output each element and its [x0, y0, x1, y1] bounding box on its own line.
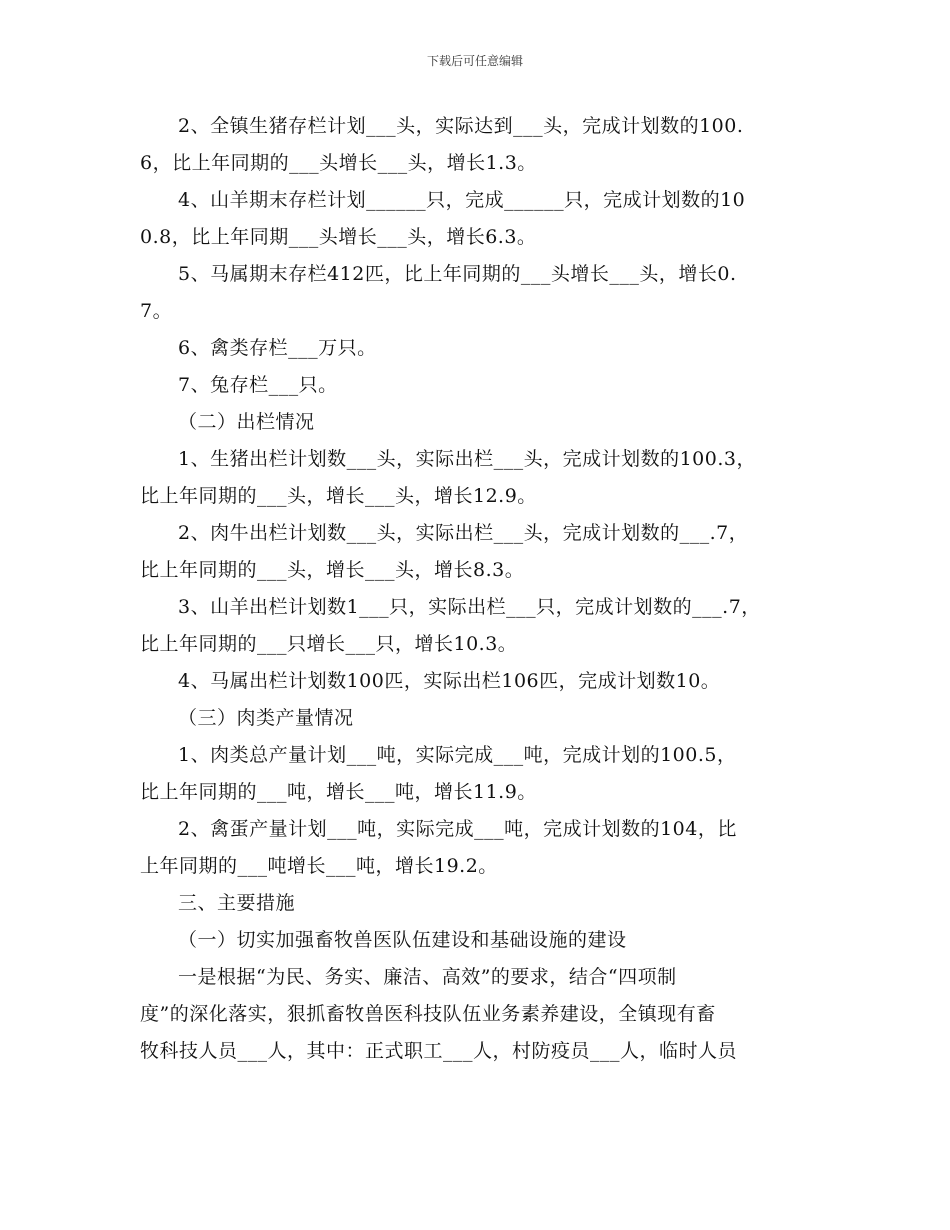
text-line: （二）出栏情况	[178, 411, 315, 433]
text-line: 6、禽类存栏___万只。	[178, 337, 377, 359]
text-line: 牧科技人员___人，其中：正式职工___人，村防疫员___人，临时人员	[140, 1040, 738, 1062]
text-line: （三）肉类产量情况	[178, 707, 354, 729]
document-body	[140, 108, 820, 1070]
text-line: 6，比上年同期的___头增长___头，增长1.3。	[140, 152, 537, 174]
text-line: 2、全镇生猪存栏计划___头，实际达到___头，完成计划数的100.	[178, 115, 744, 137]
text-line: 三、主要措施	[178, 892, 296, 914]
text-line: 4、山羊期末存栏计划______只，完成______只，完成计划数的10	[178, 189, 746, 211]
text-line: 比上年同期的___吨，增长___吨，增长11.9。	[140, 781, 537, 803]
text-line: 4、马属出栏计划数100匹，实际出栏106匹，完成计划数10。	[178, 670, 721, 692]
page-header: 下载后可任意编辑	[426, 54, 523, 68]
text-line: 比上年同期的___只增长___只，增长10.3。	[140, 633, 518, 655]
text-line: 2、肉牛出栏计划数___头，实际出栏___头，完成计划数的___.7，	[178, 522, 749, 544]
text-line: 0.8，比上年同期___头增长___头，增长6.3。	[140, 226, 537, 248]
text-line: 7、兔存栏___只。	[178, 374, 338, 396]
text-line: 5、马属期末存栏412匹，比上年同期的___头增长___头，增长0.	[178, 263, 737, 285]
text-line: 一是根据“为民、务实、廉洁、高效”的要求，结合“四项制	[178, 966, 677, 988]
text-line: 比上年同期的___头，增长___头，增长8.3。	[140, 559, 525, 581]
text-line: 上年同期的___吨增长___吨，增长19.2。	[140, 855, 498, 877]
text-line: 度”的深化落实，狠抓畜牧兽医科技队伍业务素养建设，全镇现有畜	[140, 1003, 716, 1025]
text-line: （一）切实加强畜牧兽医队伍建设和基础设施的建设	[178, 929, 627, 951]
text-line: 7。	[140, 300, 173, 322]
text-line: 1、肉类总产量计划___吨，实际完成___吨，完成计划的100.5，	[178, 744, 737, 766]
text-line: 3、山羊出栏计划数1___只，实际出栏___只，完成计划数的___.7，	[178, 596, 761, 618]
text-line: 1、生猪出栏计划数___头，实际出栏___头，完成计划数的100.3，	[178, 448, 756, 470]
text-line: 比上年同期的___头，增长___头，增长12.9。	[140, 485, 537, 507]
text-line: 2、禽蛋产量计划___吨，实际完成___吨，完成计划数的104，比	[178, 818, 737, 840]
